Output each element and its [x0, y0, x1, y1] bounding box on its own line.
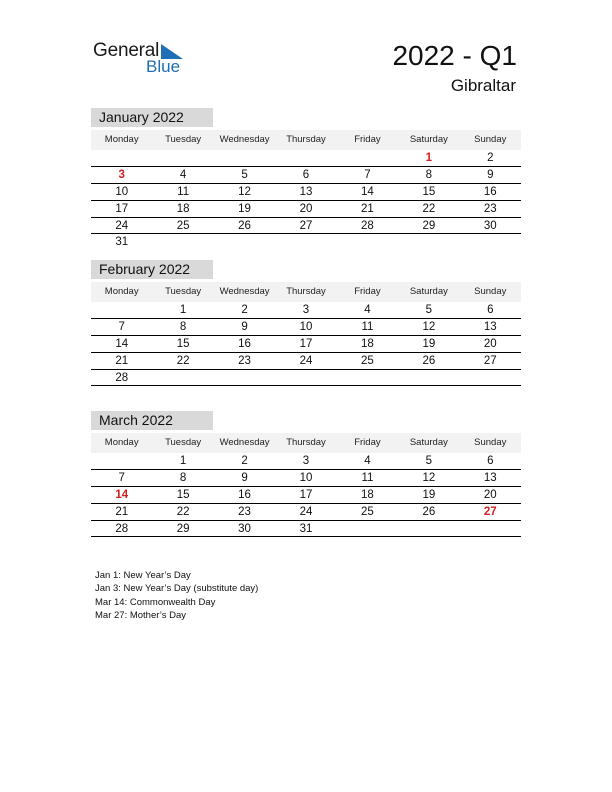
- weekday-label: Wednesday: [219, 286, 270, 297]
- weekday-label: Friday: [354, 437, 381, 448]
- day-cell: [460, 370, 521, 387]
- day-cell: [337, 370, 398, 387]
- day-cell: 27: [299, 219, 313, 232]
- holiday-note: Mar 27: Mother’s Day: [95, 609, 186, 621]
- day-cell: 13: [299, 185, 313, 198]
- week-row: [91, 234, 521, 251]
- day-cell: 31: [299, 522, 313, 535]
- week-row: [91, 302, 521, 319]
- weekday-label: Sunday: [474, 437, 507, 448]
- day-cell: 23: [238, 505, 251, 518]
- weekday-label: Tuesday: [165, 134, 202, 145]
- week-rows: [91, 150, 521, 251]
- week-row: [91, 453, 521, 470]
- weekday-label: Sunday: [474, 134, 507, 145]
- weekday-header: [91, 130, 521, 150]
- day-cell: 10: [115, 185, 129, 198]
- day-cell: 13: [483, 471, 497, 484]
- day-cell: 16: [483, 185, 497, 198]
- week-row: [91, 353, 521, 370]
- day-cell: 26: [422, 354, 436, 367]
- day-cell: 28: [115, 522, 129, 535]
- logo-word-general: General: [93, 40, 160, 61]
- day-cell: 1: [425, 152, 433, 164]
- weekday-label: Tuesday: [165, 286, 202, 297]
- day-cell: [91, 453, 152, 470]
- day-cell: 15: [176, 488, 190, 501]
- weekday-header: [91, 433, 521, 453]
- generalblue-logo: [93, 40, 193, 80]
- day-cell: [214, 150, 275, 167]
- day-cell: 29: [176, 522, 190, 535]
- day-cell: 4: [179, 168, 187, 181]
- day-cell: 25: [361, 354, 374, 367]
- day-cell: 12: [238, 185, 251, 198]
- day-cell: 5: [425, 455, 433, 467]
- day-cell: 18: [361, 337, 374, 350]
- day-cell: 4: [364, 455, 371, 467]
- day-cell: 19: [422, 337, 436, 350]
- day-cell: 15: [176, 337, 190, 350]
- day-cell: [91, 302, 152, 319]
- day-cell: 14: [361, 185, 374, 198]
- day-cell: 22: [176, 354, 190, 367]
- day-cell: 15: [422, 185, 436, 198]
- weekday-label: Wednesday: [219, 134, 270, 145]
- week-row: [91, 184, 521, 201]
- weekday-label: Thursday: [286, 437, 326, 448]
- day-cell: [337, 521, 398, 538]
- day-cell: 8: [425, 168, 433, 181]
- day-cell: 3: [118, 168, 125, 181]
- weekday-label: Wednesday: [219, 437, 270, 448]
- day-cell: 26: [238, 219, 251, 232]
- day-cell: 17: [115, 202, 129, 215]
- day-cell: [91, 150, 152, 167]
- day-cell: 20: [483, 337, 497, 350]
- day-cell: 11: [361, 471, 374, 484]
- day-cell: [398, 234, 459, 251]
- day-cell: [214, 234, 275, 251]
- day-cell: 20: [299, 202, 313, 215]
- day-cell: 24: [299, 505, 313, 518]
- day-cell: 19: [238, 202, 251, 215]
- day-cell: 20: [483, 488, 497, 501]
- day-cell: 21: [115, 505, 129, 518]
- day-cell: 3: [302, 455, 310, 467]
- day-cell: 3: [302, 304, 310, 316]
- day-cell: [460, 521, 521, 538]
- day-cell: 5: [425, 304, 433, 316]
- day-cell: 27: [483, 354, 497, 367]
- day-cell: 10: [299, 320, 313, 333]
- day-cell: 9: [241, 320, 248, 333]
- day-cell: [152, 370, 213, 387]
- day-cell: 2: [487, 152, 494, 164]
- day-cell: [337, 150, 398, 167]
- day-cell: 8: [179, 320, 187, 333]
- day-cell: 29: [422, 219, 436, 232]
- day-cell: 7: [364, 168, 371, 181]
- day-cell: [275, 150, 336, 167]
- day-cell: 1: [179, 304, 187, 316]
- day-cell: 14: [115, 337, 129, 350]
- week-row: [91, 319, 521, 336]
- weekday-label: Tuesday: [165, 437, 202, 448]
- day-cell: [152, 150, 213, 167]
- weekday-label: Saturday: [409, 286, 448, 297]
- holiday-note: Jan 3: New Year’s Day (substitute day): [95, 583, 259, 595]
- day-cell: [398, 370, 459, 387]
- day-cell: 21: [361, 202, 374, 215]
- week-row: [91, 150, 521, 167]
- day-cell: 30: [483, 219, 497, 232]
- day-cell: 24: [299, 354, 313, 367]
- day-cell: 9: [241, 471, 248, 484]
- page-title: 2022 - Q1: [392, 40, 517, 71]
- day-cell: 19: [422, 488, 436, 501]
- weekday-label: Friday: [354, 286, 381, 297]
- day-cell: 16: [238, 337, 251, 350]
- day-cell: 23: [238, 354, 251, 367]
- day-cell: [275, 234, 336, 251]
- day-cell: 8: [179, 471, 187, 484]
- day-cell: [214, 370, 275, 387]
- week-row: [91, 336, 521, 353]
- day-cell: 6: [487, 304, 494, 316]
- weekday-label: Monday: [104, 286, 139, 297]
- week-row: [91, 201, 521, 218]
- day-cell: 17: [299, 337, 313, 350]
- month-title: February 2022: [91, 260, 213, 279]
- day-cell: 28: [361, 219, 374, 232]
- holiday-note: Jan 1: New Year’s Day: [95, 570, 191, 581]
- day-cell: 24: [115, 219, 129, 232]
- day-cell: 18: [361, 488, 374, 501]
- week-rows: [91, 453, 521, 537]
- day-cell: 22: [176, 505, 190, 518]
- day-cell: 21: [115, 354, 129, 367]
- day-cell: 12: [422, 320, 436, 333]
- day-cell: [398, 521, 459, 538]
- day-cell: 22: [422, 202, 436, 215]
- weekday-label: Saturday: [409, 437, 448, 448]
- day-cell: 14: [115, 488, 129, 501]
- weekday-label: Thursday: [286, 134, 326, 145]
- holiday-notes: [95, 569, 258, 622]
- month-title: January 2022: [91, 108, 213, 127]
- day-cell: 28: [115, 371, 129, 384]
- day-cell: 16: [238, 488, 251, 501]
- day-cell: 13: [483, 320, 497, 333]
- logo-word-blue: Blue: [146, 57, 181, 76]
- day-cell: 27: [483, 505, 497, 518]
- holiday-note: Mar 14: Commonwealth Day: [95, 596, 216, 608]
- day-cell: 4: [364, 304, 371, 316]
- week-row: [91, 370, 521, 387]
- week-row: [91, 521, 521, 538]
- day-cell: 30: [238, 522, 251, 535]
- day-cell: 11: [361, 320, 374, 333]
- day-cell: 23: [483, 202, 497, 215]
- week-row: [91, 487, 521, 504]
- day-cell: 1: [179, 455, 187, 467]
- day-cell: 31: [115, 236, 129, 249]
- weekday-label: Saturday: [409, 134, 448, 145]
- day-cell: 26: [422, 505, 436, 518]
- day-cell: 18: [176, 202, 190, 215]
- day-cell: 12: [422, 471, 436, 484]
- country-name: Gibraltar: [450, 76, 516, 95]
- weekday-label: Friday: [354, 134, 381, 145]
- day-cell: 25: [361, 505, 374, 518]
- day-cell: 7: [118, 320, 125, 333]
- week-row: [91, 218, 521, 235]
- day-cell: 5: [241, 168, 248, 181]
- day-cell: 6: [302, 168, 310, 181]
- week-row: [91, 470, 521, 487]
- week-rows: [91, 302, 521, 386]
- day-cell: 17: [299, 488, 313, 501]
- day-cell: [460, 234, 521, 251]
- day-cell: [275, 370, 336, 387]
- day-cell: 9: [487, 168, 494, 181]
- day-cell: 11: [177, 185, 190, 198]
- day-cell: 6: [487, 455, 494, 467]
- week-row: [91, 504, 521, 521]
- day-cell: 25: [176, 219, 190, 232]
- day-cell: 2: [241, 455, 248, 467]
- day-cell: 2: [241, 304, 248, 316]
- weekday-label: Monday: [104, 437, 139, 448]
- day-cell: [337, 234, 398, 251]
- weekday-label: Monday: [104, 134, 139, 145]
- week-row: [91, 167, 521, 184]
- day-cell: [152, 234, 213, 251]
- day-cell: 10: [299, 471, 313, 484]
- weekday-label: Thursday: [286, 286, 326, 297]
- weekday-label: Sunday: [474, 286, 507, 297]
- day-cell: 7: [118, 471, 125, 484]
- month-title: March 2022: [91, 411, 213, 430]
- weekday-header: [91, 282, 521, 302]
